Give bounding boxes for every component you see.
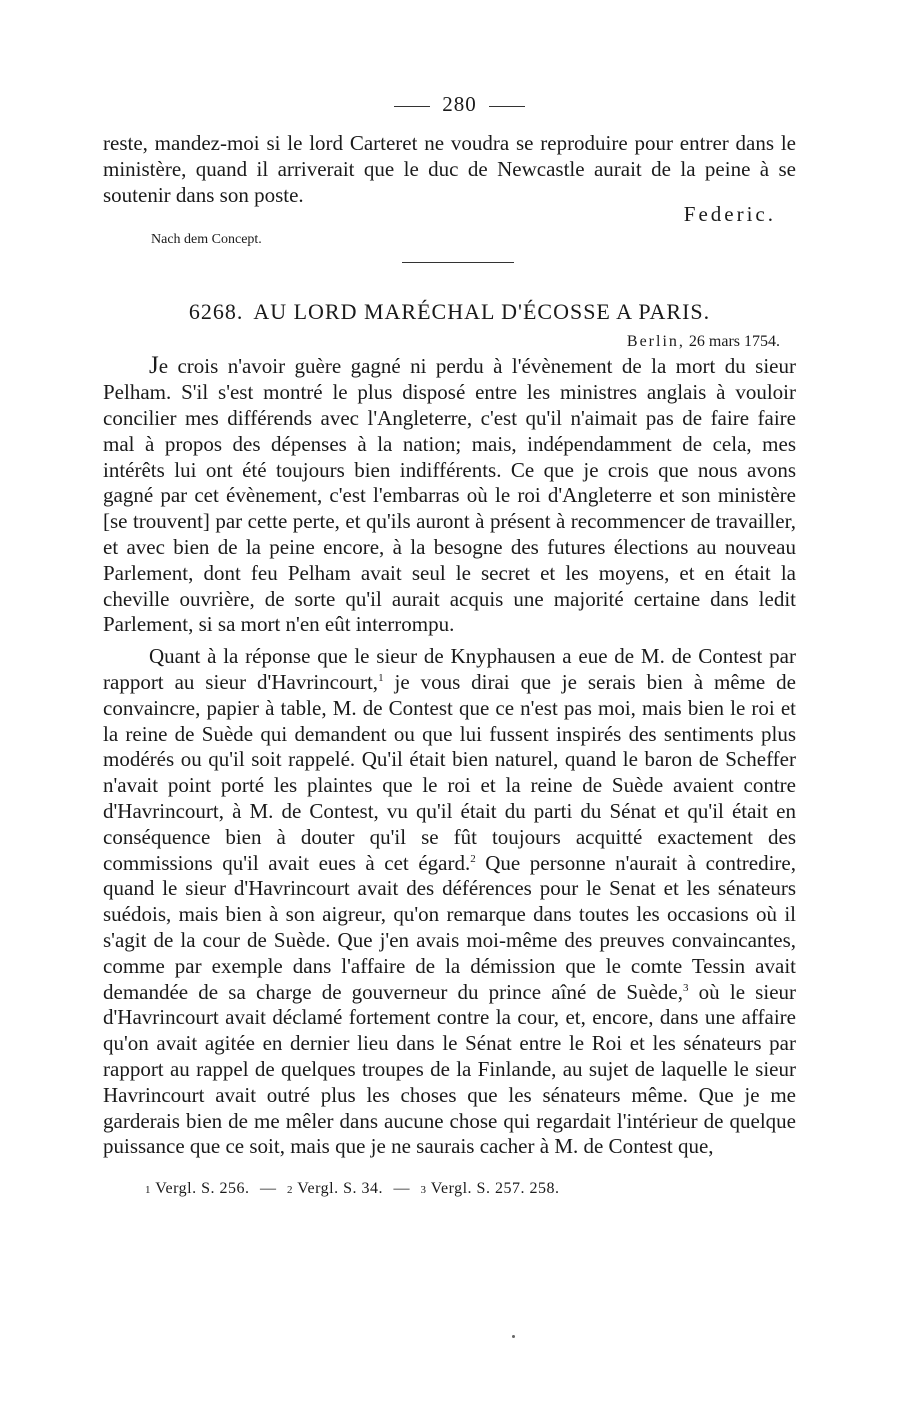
- footnote-3-text: Vergl. S. 257. 258.: [430, 1180, 560, 1198]
- paragraph-2-part-a: Quant à la réponse que le sieur de Knyphausen a eue de M. de Contest par rapport au sieur d'Havrincourt,: [103, 644, 796, 694]
- dash-left: [394, 106, 430, 107]
- footnotes: [145, 1180, 796, 1198]
- footnote-2-num: 2: [286, 1184, 293, 1197]
- signoff-row: [103, 202, 796, 234]
- letter-paragraph-1: [103, 353, 796, 638]
- footnote-separator-2: —: [393, 1180, 410, 1198]
- letter-heading: [103, 299, 796, 325]
- letter-title: AU LORD MARÉCHAL D'ÉCOSSE A PARIS.: [253, 299, 711, 325]
- footnote-3-num: 3: [420, 1184, 427, 1197]
- section-divider: [402, 262, 514, 263]
- page-number: 280: [442, 92, 477, 116]
- carryover-paragraph: reste, mandez-moi si le lord Carteret ne voudra se reproduire pour entrer dans le ministère, quand il arriverait que le duc de Newcastle aurait de la peine à se soutenir dans son poste.: [103, 131, 796, 207]
- dash-right: [489, 106, 525, 107]
- footnote-separator-1: —: [259, 1180, 277, 1198]
- footnote-ref-1[interactable]: 1: [378, 671, 384, 684]
- footnote-ref-3[interactable]: 3: [683, 981, 689, 994]
- paragraph-2-part-d: où le sieur d'Havrincourt avait déclamé fortement contre la cour, et, encore, dans une affaire qu'on avait agitée en dernier lieu dans le Sénat entre le Roi et les sénateurs par rapport au rappel de quelques troupes de la Finlande, au sujet de laquelle le sieur Havrincourt avait outré plus les choses que les sénateurs même. Que je me garderais bien de me mêler dans aucune chose qui regardait l'intérieur de quelque puissance que ce soit, mais que je ne saurais cacher à M. de Contest que,: [103, 979, 797, 1159]
- dateline-date: 26 mars 1754.: [688, 333, 780, 351]
- dateline: [103, 333, 780, 351]
- paragraph-2-part-c: Que personne n'aurait à contredire, quand le sieur d'Havrincourt avait des déférences pour le Senat et les sénateurs suédois, mais bien à son aigreur, qu'on remarque dans toutes les occasions où il s'agit de la cour de Suède. Que j'en avais moi-même des preuves convaincantes, comme par exemple dans l'affaire de la démission que le comte Tessin avait demandée de sa charge de gouverneur du prince aîné de Suède,: [103, 850, 796, 1004]
- letter-number: 6268.: [188, 299, 244, 325]
- footnote-2-text: Vergl. S. 34.: [297, 1180, 383, 1198]
- paragraph-2-part-b: je vous dirai que je serais bien à même de convaincre, papier à table, M. de Contest que ce n'est pas moi, mais bien le roi et la reine de Suède qui demandent ou que lui fussent inspirés des sentiments plus modérés ou qu'il soit rappelé. Qu'il était bien naturel, quand le baron de Scheffer n'avait point porté les plaintes que le roi et la reine de Suède avaient contre d'Havrincourt, à M. de Contest, vu qu'il était du parti du Sénat et qu'il était en conséquence bien à douter qu'il se fût toujours acquitté exactement des commissions qu'il avait eues à cet égard.: [103, 669, 797, 875]
- footnote-1-num: 1: [145, 1184, 151, 1197]
- footnote-ref-2[interactable]: 2: [470, 852, 476, 865]
- paragraph-1-text: e crois n'avoir guère gagné ni perdu à l'évènement de la mort du sieur Pelham. S'il s'est montré le plus disposé entre les ministres anglais à vouloir concilier mes différends avec l'Angleterre, c'est qu'il n'aimait pas de faire faire mal à propos des dépenses à la nation; mais, indépendamment de cela, mes intérêts lui ont été toujours bien indifférents. Ce que je crois que nous avons gagné par cet évènement, c'est l'embarras où le roi d'Angleterre et son ministère [se trouvent] par cette perte, et qu'ils auront à présent à recommencer de travailler, et avec bien de la peine encore, à la besogne des futures élections au nouveau Parlement, dont feu Pelham avait seul le secret et les moyens, et en était la cheville ouvrière, de sorte qu'il aurait acquis une majorité certaine dans ledit Parlement, si sa mort n'en eût interrompu.: [103, 354, 796, 637]
- print-speck: [512, 1335, 515, 1338]
- dropcap: J: [149, 352, 159, 380]
- footnote-1-text: Vergl. S. 256.: [155, 1180, 250, 1198]
- source-note: Nach dem Concept.: [151, 232, 262, 248]
- signature: Federic.: [683, 202, 776, 227]
- document-page: [103, 92, 796, 1198]
- letter-paragraph-2: [103, 644, 796, 1160]
- page-number-header: [123, 92, 796, 117]
- dateline-place: Berlin,: [626, 333, 685, 351]
